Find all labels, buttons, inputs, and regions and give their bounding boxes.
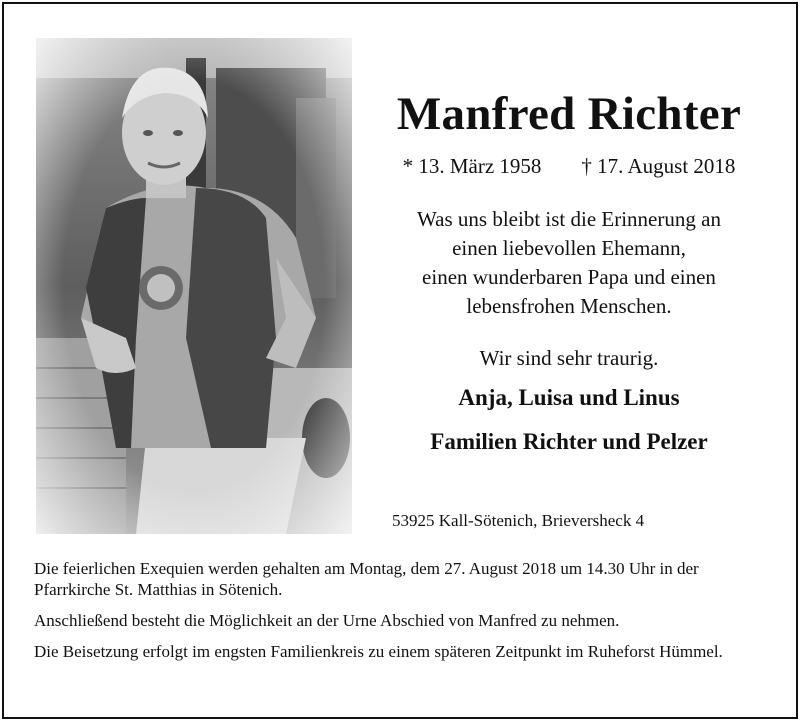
memorial-verse	[364, 205, 774, 321]
family-address: 53925 Kall-Sötenich, Brieversheck 4	[392, 511, 645, 530]
grief-statement: Wir sind sehr traurig.	[479, 346, 659, 370]
verse-line: einen wunderbaren Papa und einen	[422, 265, 716, 289]
family-names: Familien Richter und Pelzer	[430, 429, 708, 454]
life-dates	[364, 154, 774, 179]
verse-line: einen liebevollen Ehemann,	[452, 236, 686, 260]
portrait-photo	[36, 38, 352, 534]
verse-line: Was uns bleibt ist die Erinnerung an	[417, 207, 721, 231]
obituary-main-text	[364, 84, 774, 455]
exequies-paragraph: Die feierlichen Exequien werden gehalten am Montag, dem 27. August 2018 um 14.30 Uhr in der Pfarrkirche St. Matthias in Sötenich.	[34, 559, 699, 599]
survivors-names: Anja, Luisa und Linus	[458, 385, 680, 410]
deceased-name: Manfred Richter	[396, 88, 742, 140]
death-date: † 17. August 2018	[581, 154, 736, 178]
funeral-details	[34, 558, 774, 672]
verse-line: lebensfrohen Menschen.	[466, 294, 672, 318]
farewell-paragraph: Anschließend besteht die Möglichkeit an der Urne Abschied von Manfred zu nehmen.	[34, 611, 620, 630]
burial-paragraph: Die Beisetzung erfolgt im engsten Familienkreis zu einem späteren Zeitpunkt im Ruheforst Hümmel.	[34, 642, 723, 661]
birth-date: * 13. März 1958	[402, 154, 542, 178]
obituary-notice	[2, 2, 798, 719]
